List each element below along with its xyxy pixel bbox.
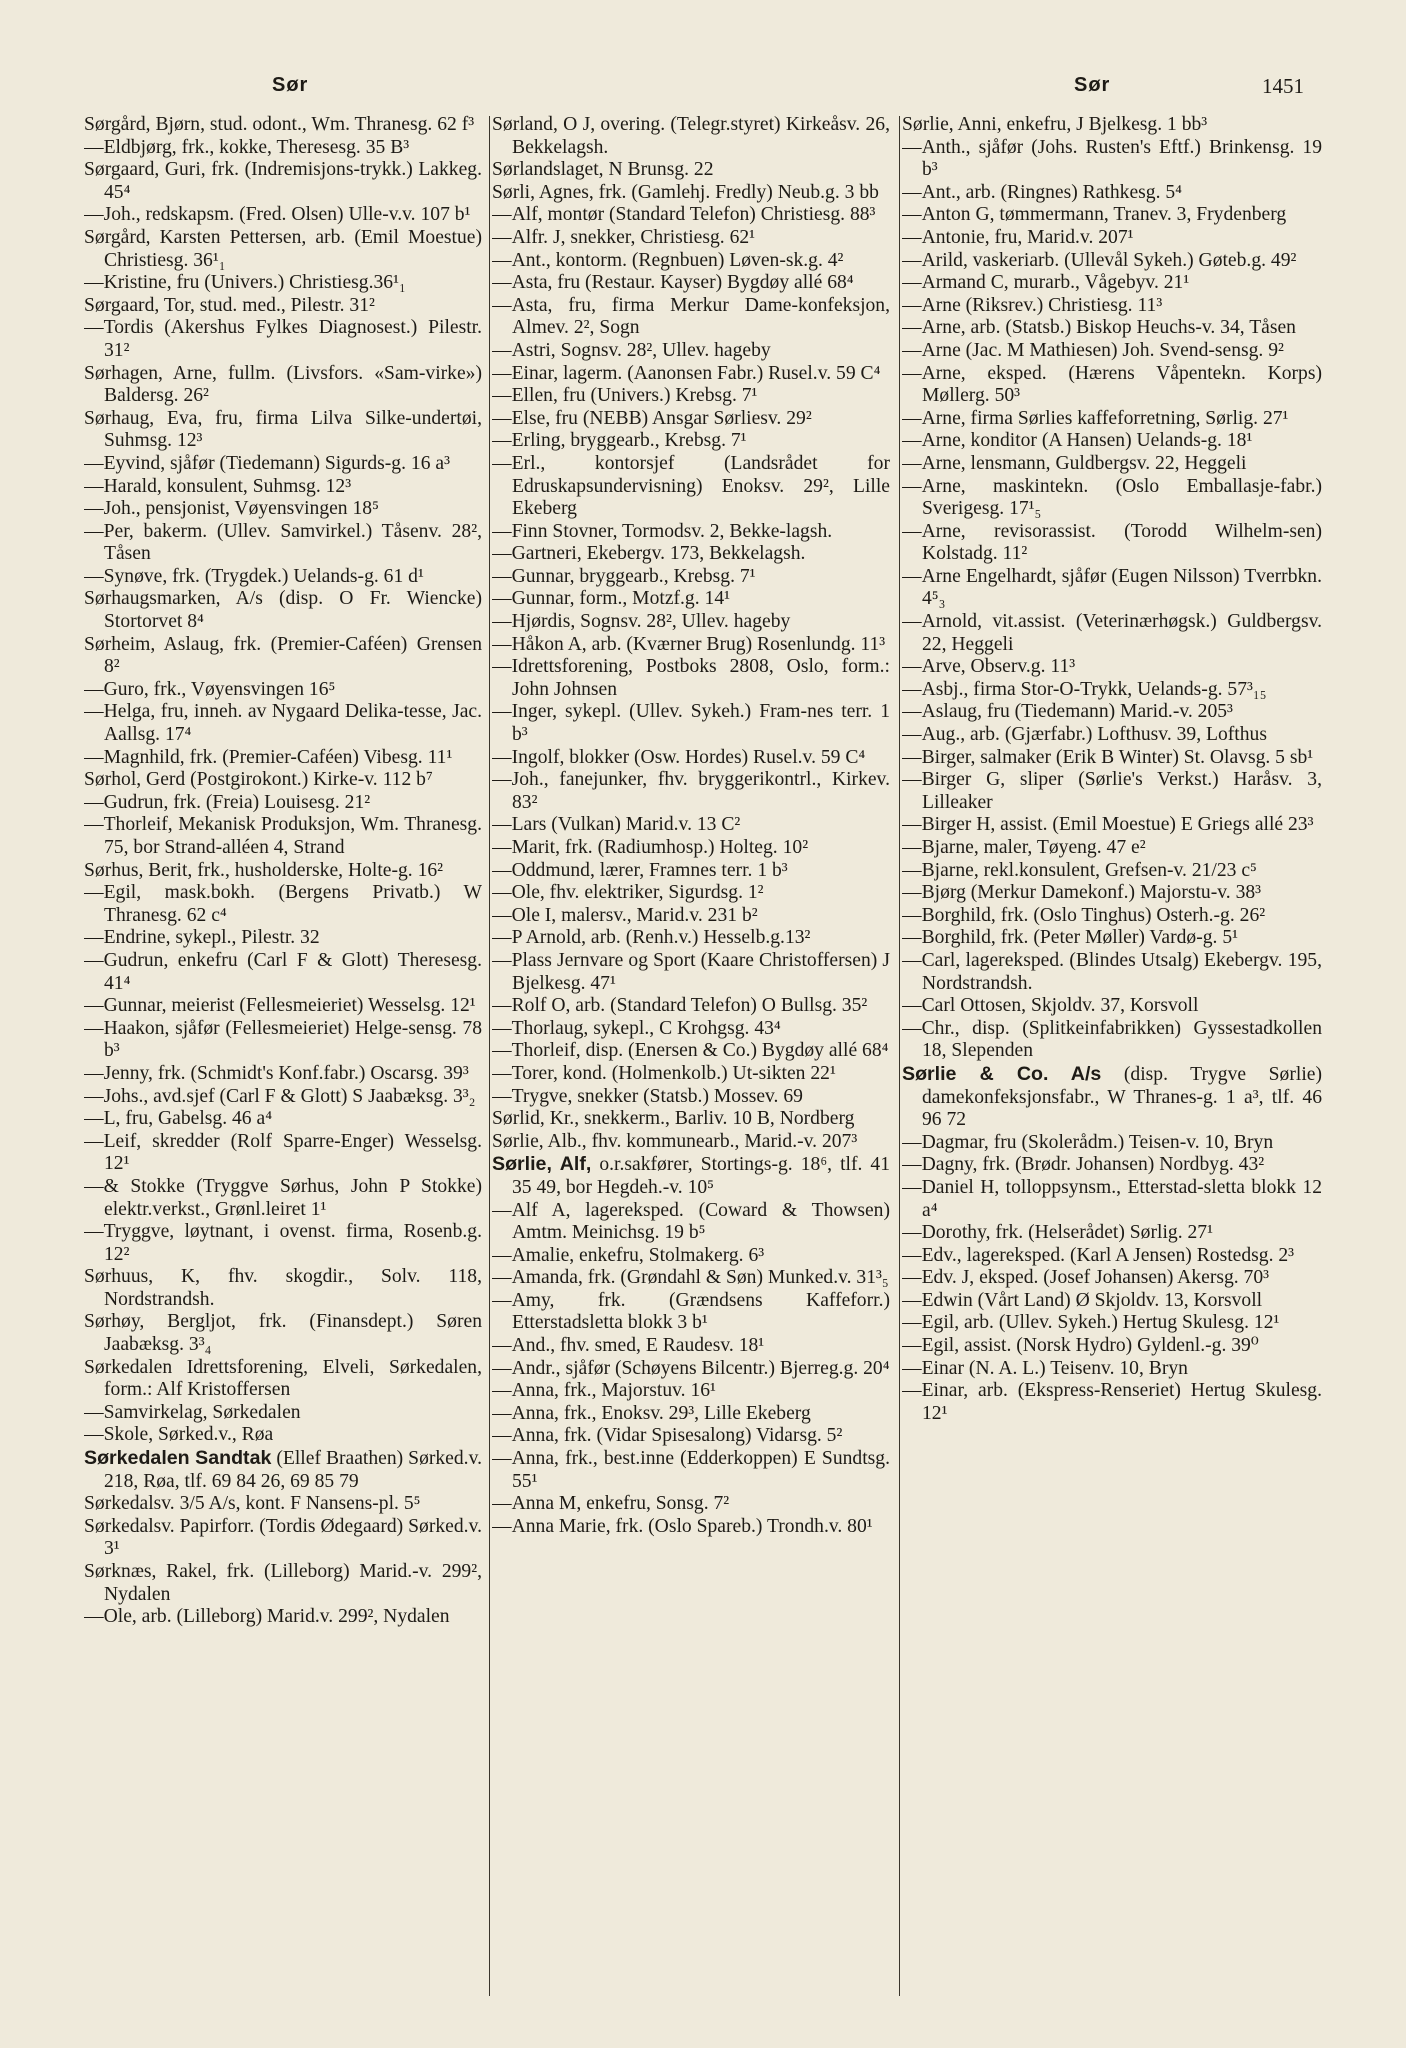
directory-entry (902, 1154, 1322, 1177)
directory-entry (902, 1018, 1322, 1063)
entry-text: —Skole, Sørked.v., Røa (84, 1424, 274, 1446)
directory-entry (492, 1380, 890, 1403)
directory-entry (84, 1357, 482, 1402)
directory-entry (492, 927, 890, 950)
directory-entry (492, 385, 890, 408)
column-rule (489, 116, 490, 1996)
entry-text: —Borghild, frk. (Peter Møller) Vardø-g. 5¹ (902, 927, 1239, 949)
entry-text: —Egil, arb. (Ullev. Sykeh.) Hertug Skulesg. 12¹ (902, 1312, 1280, 1334)
directory-entry (902, 769, 1322, 814)
entry-text: —Aslaug, fru (Tiedemann) Marid.-v. 205³ (902, 701, 1233, 723)
directory-entry (902, 204, 1322, 227)
directory-entry (902, 1267, 1322, 1290)
directory-entry (492, 1403, 890, 1426)
directory-entry (492, 1267, 890, 1290)
entry-text: —Joh., pensjonist, Vøyensvingen 18⁵ (84, 498, 379, 520)
directory-entry (902, 1245, 1322, 1268)
entry-text: Sørhøy, Bergljot, frk. (Finansdept.) Søren Jaabæksg. 3³₄ (84, 1311, 482, 1356)
entry-bold-name: Sørlie, Alf, (492, 1153, 592, 1176)
directory-entry (84, 1516, 482, 1561)
entry-text: Sørlie, Alb., fhv. kommunearb., Marid.-v. 207³ (492, 1130, 858, 1152)
entry-text: —Aug., arb. (Gjærfabr.) Lofthusv. 39, Lofthus (902, 724, 1267, 746)
directory-entry (492, 295, 890, 340)
directory-entry (492, 430, 890, 453)
directory-entry (902, 611, 1322, 656)
directory-entry (492, 408, 890, 431)
directory-entry (492, 1493, 890, 1516)
entry-text: o.r.sakfører, Stortings-g. 18⁶, tlf. 41 35 49, bor Hegdeh.-v. 10⁵ (512, 1154, 890, 1198)
entry-text: —Tordis (Akershus Fylkes Diagnosest.) Pilestr. 31² (84, 317, 482, 361)
entry-text: —Ellen, fru (Univers.) Krebsg. 7¹ (492, 385, 758, 407)
entry-text: —Lars (Vulkan) Marid.v. 13 C² (492, 814, 741, 836)
directory-entry (492, 204, 890, 227)
entry-text: Sørhagen, Arne, fullm. (Livsfors. «Sam-virke») Baldersg. 26² (84, 362, 482, 407)
directory-entry (492, 1018, 890, 1041)
entry-text: Sørlandslaget, N Brunsg. 22 (492, 159, 714, 181)
entry-text: Sørlid, Kr., snekkerm., Barliv. 10 B, Nordberg (492, 1108, 855, 1130)
entry-text: —Arild, vaskeriarb. (Ullevål Sykeh.) Gøteb.g. 49² (902, 249, 1297, 271)
directory-entry (84, 995, 482, 1018)
entry-text: —Kristine, fru (Univers.) Christiesg.36¹₁ (84, 272, 406, 294)
entry-text: —Andr., sjåfør (Schøyens Bilcentr.) Bjerreg.g. 20⁴ (492, 1357, 890, 1379)
directory-entry (492, 227, 890, 250)
entry-text: —Trygve, snekker (Statsb.) Mossev. 69 (492, 1085, 803, 1107)
entry-text: —Einar, arb. (Ekspress-Renseriet) Hertug Skulesg. 12¹ (902, 1380, 1322, 1424)
directory-entry (902, 137, 1322, 182)
entry-text: —Amanda, frk. (Grøndahl & Søn) Munked.v. 31³₅ (492, 1267, 889, 1289)
directory-entry (84, 159, 482, 204)
directory-entry (492, 566, 890, 589)
entry-text: —Gunnar, meierist (Fellesmeieriet) Wesselsg. 12¹ (84, 995, 476, 1017)
entry-text: —Anna M, enkefru, Sonsg. 7² (492, 1493, 730, 1515)
entry-text: —Samvirkelag, Sørkedalen (84, 1401, 301, 1423)
directory-entry (902, 1222, 1322, 1245)
entry-text: —Bjarne, rekl.konsulent, Grefsen-v. 21/23 c⁵ (902, 859, 1257, 881)
directory-entry (492, 814, 890, 837)
entry-text: —Einar (N. A. L.) Teisenv. 10, Bryn (902, 1357, 1188, 1379)
page-header (0, 74, 1406, 104)
entry-text: —Per, bakerm. (Ullev. Samvirkel.) Tåsenv. 28², Tåsen (84, 520, 482, 565)
directory-entry (492, 1245, 890, 1268)
entry-text: Sørkedalsv. Papirforr. (Tordis Ødegaard) Sørked.v. 3¹ (84, 1515, 482, 1560)
entry-text: —Ole, arb. (Lilleborg) Marid.v. 299², Nydalen (84, 1606, 450, 1628)
directory-entry (84, 747, 482, 770)
directory-entry (492, 747, 890, 770)
entry-text: Sørhaug, Eva, fru, firma Lilva Silke-undertøi, Suhmsg. 12³ (84, 407, 482, 452)
entry-text: —Hjørdis, Sognsv. 28², Ullev. hageby (492, 611, 791, 633)
entry-text: Sørli, Agnes, frk. (Gamlehj. Fredly) Neub.g. 3 bb (492, 181, 879, 203)
directory-entry (84, 814, 482, 859)
entry-text: Sørhus, Berit, frk., husholderske, Holte-g. 16² (84, 859, 444, 881)
entry-text: —Amy, frk. (Grændsens Kaffeforr.) Etterstadsletta blokk 3 b¹ (492, 1289, 890, 1334)
entry-text: —Torer, kond. (Holmenkolb.) Ut-sikten 22¹ (492, 1062, 836, 1084)
entry-text: —Carl Ottosen, Skjoldv. 37, Korsvoll (902, 995, 1199, 1017)
directory-entry (902, 272, 1322, 295)
directory-entry (84, 1424, 482, 1447)
directory-entry (492, 159, 890, 182)
directory-entry (492, 701, 890, 746)
entry-text: —Plass Jernvare og Sport (Kaare Christoffersen) J Bjelkesg. 47¹ (492, 949, 890, 994)
directory-entry (902, 656, 1322, 679)
entry-text: —Edwin (Vårt Land) Ø Skjoldv. 13, Korsvoll (902, 1289, 1263, 1311)
entry-text: —Arne, firma Sørlies kaffeforretning, Sørlig. 27¹ (902, 407, 1289, 429)
directory-entry (492, 1448, 890, 1493)
directory-entry (84, 1606, 482, 1629)
entry-text: —Thorlaug, sykepl., C Krohgsg. 43⁴ (492, 1017, 781, 1039)
directory-entry (902, 408, 1322, 431)
directory-entry (492, 1108, 890, 1131)
directory-entry (902, 1177, 1322, 1222)
entry-text: —Gunnar, bryggearb., Krebsg. 7¹ (492, 565, 756, 587)
entry-text: —Chr., disp. (Splitkeinfabrikken) Gyssestadkollen 18, Slependen (902, 1017, 1322, 1062)
entry-text: —Asbj., firma Stor-O-Trykk, Uelands-g. 57³₁₅ (902, 678, 1267, 700)
entry-text: —P Arnold, arb. (Renh.v.) Hesselb.g.13² (492, 927, 811, 949)
directory-entry (492, 543, 890, 566)
directory-entry (84, 498, 482, 521)
directory-entry (902, 295, 1322, 318)
entry-text: —Idrettsforening, Postboks 2808, Oslo, form.: John Johnsen (492, 656, 890, 700)
directory-entry (84, 927, 482, 950)
directory-column-1 (84, 114, 482, 2034)
directory-entry (492, 1358, 890, 1381)
directory-entry (902, 679, 1322, 702)
directory-entry (84, 137, 482, 160)
entry-text: Sørgård, Bjørn, stud. odont., Wm. Thranesg. 62 f³ (84, 114, 475, 135)
entry-text: —Rolf O, arb. (Standard Telefon) O Bullsg. 35² (492, 995, 868, 1017)
entry-text: —Asta, fru (Restaur. Kayser) Bygdøy allé 68⁴ (492, 272, 854, 294)
entry-text: —Ant., arb. (Ringnes) Rathkesg. 5⁴ (902, 181, 1183, 203)
directory-entry (84, 114, 482, 137)
directory-entry (84, 679, 482, 702)
entry-text: —Eldbjørg, frk., kokke, Theresesg. 35 B³ (84, 136, 410, 158)
entry-text: Sørkedalsv. 3/5 A/s, kont. F Nansens-pl. 5⁵ (84, 1493, 421, 1515)
entry-text: —Thorleif, Mekanisk Produksjon, Wm. Thranesg. 75, bor Strand-alléen 4, Strand (84, 814, 482, 858)
entry-text: (disp. Trygve Sørlie) damekonfeksjonsfabr., W Thranes-g. 1 a³, tlf. 46 96 72 (922, 1063, 1322, 1131)
entry-text: —Haakon, sjåfør (Fellesmeieriet) Helge-sensg. 78 b³ (84, 1017, 482, 1062)
directory-entry (902, 814, 1322, 837)
entry-text: Sørgaard, Guri, frk. (Indremisjons-trykk.) Lakkeg. 45⁴ (84, 159, 482, 203)
directory-entry (84, 792, 482, 815)
entry-text: —Einar, lagerm. (Aanonsen Fabr.) Rusel.v. 59 C⁴ (492, 362, 881, 384)
entry-text: —Anton G, tømmermann, Tranev. 3, Frydenberg (902, 204, 1287, 226)
directory-entry (902, 182, 1322, 205)
entry-text: —Edv., lagereksped. (Karl A Jensen) Rostedsg. 2³ (902, 1244, 1295, 1266)
directory-entry (84, 634, 482, 679)
directory-entry (492, 521, 890, 544)
entry-text: —Bjørg (Merkur Damekonf.) Majorstu-v. 38³ (902, 882, 1262, 904)
entry-text: —Egil, mask.bokh. (Bergens Privatb.) W Thranesg. 62 c⁴ (84, 882, 482, 926)
directory-entry (84, 701, 482, 746)
entry-text: —Anna, frk., best.inne (Edderkoppen) E Sundtsg. 55¹ (492, 1448, 890, 1492)
directory-entry (492, 837, 890, 860)
directory-entry (84, 1131, 482, 1176)
entry-text: —Bjarne, maler, Tøyeng. 47 e² (902, 837, 1146, 858)
directory-column-2 (492, 114, 890, 2034)
entry-text: Sørlie, Anni, enkefru, J Bjelkesg. 1 bb³ (902, 114, 1208, 135)
entry-text: —Gudrun, enkefru (Carl F & Glott) Theresesg. 41⁴ (84, 949, 482, 994)
entry-text: (Ellef Braathen) Sørked.v. 218, Røa, tlf. 69 84 26, 69 85 79 (104, 1448, 482, 1492)
entry-text: —Egil, assist. (Norsk Hydro) Gyldenl.-g. 39⁰ (902, 1335, 1259, 1357)
entry-text: —Synøve, frk. (Trygdek.) Uelands-g. 61 d¹ (84, 565, 424, 587)
directory-entry (84, 860, 482, 883)
entry-text: —Joh., fanejunker, fhv. bryggerikontrl., Kirkev. 83² (492, 769, 890, 813)
directory-entry (492, 1290, 890, 1335)
entry-text: —Anna, frk. (Vidar Spisesalong) Vidarsg. 5² (492, 1425, 843, 1447)
entry-text: —Arne, lensmann, Guldbergsv. 22, Heggeli (902, 452, 1247, 474)
directory-entry (84, 363, 482, 408)
entry-text: —Arnold, vit.assist. (Veterinærhøgsk.) Guldbergsv. 22, Heggeli (902, 611, 1322, 655)
directory-entry (84, 453, 482, 476)
entry-text: —Anth., sjåfør (Johs. Rusten's Eftf.) Brinkensg. 19 b³ (902, 136, 1322, 181)
directory-entry (84, 272, 482, 295)
directory-entry (492, 995, 890, 1018)
directory-entry (84, 227, 482, 272)
entry-text: —Arne (Riksrev.) Christiesg. 11³ (902, 294, 1163, 316)
entry-text: —Arne, konditor (A Hansen) Uelands-g. 18¹ (902, 430, 1253, 452)
directory-entry (492, 860, 890, 883)
directory-entry (902, 566, 1322, 611)
directory-entry (902, 114, 1322, 137)
entry-text: —Johs., avd.sjef (Carl F & Glott) S Jaabæksg. 3³₂ (84, 1085, 476, 1107)
entry-text: —Carl, lagereksped. (Blindes Utsalg) Ekebergv. 195, Nordstrandsh. (902, 949, 1322, 994)
directory-entry (902, 1312, 1322, 1335)
entry-text: —Gartneri, Ekebergv. 173, Bekkelagsh. (492, 543, 806, 565)
directory-entry (902, 837, 1322, 860)
directory-entry (492, 1425, 890, 1448)
directory-entry (902, 882, 1322, 905)
directory-entry (492, 1131, 890, 1154)
directory-entry (84, 769, 482, 792)
directory-entry (492, 1153, 890, 1199)
directory-entry (84, 882, 482, 927)
entry-text: —Anna Marie, frk. (Oslo Spareb.) Trondh.v. 80¹ (492, 1515, 873, 1537)
directory-entry (84, 1221, 482, 1266)
entry-text: —& Stokke (Tryggve Sørhus, John P Stokke) elektr.verkst., Grønl.leiret 1¹ (84, 1175, 482, 1220)
directory-entry (84, 1108, 482, 1131)
directory-entry (902, 747, 1322, 770)
directory-entry (902, 724, 1322, 747)
entry-text: —Birger H, assist. (Emil Moestue) E Griegs allé 23³ (902, 814, 1314, 836)
directory-entry (492, 1516, 890, 1539)
directory-entry (84, 588, 482, 633)
entry-text: —Arne, maskintekn. (Oslo Emballasje-fabr.) Sverigesg. 17¹₅ (902, 475, 1322, 520)
directory-entry (492, 250, 890, 273)
entry-text: —Arve, Observ.g. 11³ (902, 656, 1076, 678)
directory-entry (84, 295, 482, 318)
entry-text: —Ingolf, blokker (Osw. Hordes) Rusel.v. 59 C⁴ (492, 746, 866, 768)
entry-text: —Daniel H, tolloppsynsm., Etterstad-sletta blokk 12 a⁴ (902, 1176, 1322, 1221)
entry-text: —Gudrun, frk. (Freia) Louisesg. 21² (84, 791, 371, 813)
directory-entry (492, 656, 890, 701)
directory-entry (492, 363, 890, 386)
directory-entry (84, 1266, 482, 1311)
entry-text: —Alf, montør (Standard Telefon) Christiesg. 88³ (492, 204, 876, 226)
directory-entry (902, 317, 1322, 340)
directory-entry (902, 1132, 1322, 1155)
entry-text: —Antonie, fru, Marid.v. 207¹ (902, 226, 1134, 248)
directory-entry (492, 769, 890, 814)
entry-text: —Edv. J, eksped. (Josef Johansen) Akersg. 70³ (902, 1267, 1270, 1289)
entry-text: —Else, fru (NEBB) Ansgar Sørliesv. 29² (492, 407, 812, 429)
directory-entry (84, 476, 482, 499)
entry-text: —Helga, fru, inneh. av Nygaard Delika-tesse, Jac. Aallsg. 17⁴ (84, 701, 482, 746)
directory-entry (492, 1063, 890, 1086)
entry-text: —Astri, Sognsv. 28², Ullev. hageby (492, 339, 771, 361)
entry-text: —Arne, arb. (Statsb.) Biskop Heuchs-v. 34, Tåsen (902, 317, 1296, 339)
directory-entry (492, 950, 890, 995)
directory-entry (902, 476, 1322, 521)
entry-text: —Thorleif, disp. (Enersen & Co.) Bygdøy allé 68⁴ (492, 1040, 889, 1062)
directory-entry (492, 1040, 890, 1063)
directory-entry (492, 453, 890, 521)
directory-entry (492, 905, 890, 928)
entry-text: —Oddmund, lærer, Framnes terr. 1 b³ (492, 859, 788, 881)
entry-bold-name: Sørlie & Co. A/s (902, 1062, 1102, 1085)
entry-text: —Arne Engelhardt, sjåfør (Eugen Nilsson) Tverrbkn. 4⁵₃ (902, 565, 1322, 610)
directory-entry (492, 882, 890, 905)
directory-entry (492, 182, 890, 205)
entry-text: —Endrine, sykepl., Pilestr. 32 (84, 927, 320, 949)
entry-text: —And., fhv. smed, E Raudesv. 18¹ (492, 1335, 765, 1357)
entry-text: Sørgård, Karsten Pettersen, arb. (Emil Moestue) Christiesg. 36¹₁ (84, 226, 482, 271)
entry-text: Sørhaugsmarken, A/s (disp. O Fr. Wiencke) Stortorvet 8⁴ (84, 588, 482, 633)
directory-entry (902, 995, 1322, 1018)
entry-text: —Ole I, malersv., Marid.v. 231 b² (492, 904, 758, 926)
page-number: 1451 (1262, 74, 1304, 98)
entry-text: —Arne, revisorassist. (Torodd Wilhelm-sen) Kolstadg. 11² (902, 520, 1322, 565)
entry-text: —Jenny, frk. (Schmidt's Konf.fabr.) Oscarsg. 39³ (84, 1062, 469, 1084)
directory-entry (492, 1200, 890, 1245)
directory-entry (84, 317, 482, 362)
directory-entry (492, 1335, 890, 1358)
entry-text: —Arne (Jac. M Mathiesen) Joh. Svend-sensg. 9² (902, 339, 1284, 361)
entry-text: —Anna, frk., Enoksv. 29³, Lille Ekeberg (492, 1402, 811, 1424)
entry-text: —Birger, salmaker (Erik B Winter) St. Olavsg. 5 sb¹ (902, 746, 1314, 768)
directory-entry (902, 1380, 1322, 1425)
entry-text: —Guro, frk., Vøyensvingen 16⁵ (84, 678, 336, 700)
directory-entry (492, 1086, 890, 1109)
directory-entry (84, 204, 482, 227)
directory-entry (902, 950, 1322, 995)
column-rule (899, 116, 900, 1996)
running-head-right: Sør (1074, 74, 1111, 96)
directory-entry (902, 340, 1322, 363)
entry-bold-name: Sørkedalen Sandtak (84, 1447, 272, 1470)
entry-text: —Birger G, sliper (Sørlie's Verkst.) Haråsv. 3, Lilleaker (902, 769, 1322, 813)
directory-entry (84, 566, 482, 589)
entry-text: —Marit, frk. (Radiumhosp.) Holteg. 10² (492, 837, 809, 858)
running-head-left: Sør (272, 74, 309, 96)
entry-text: —Harald, konsulent, Suhmsg. 12³ (84, 475, 352, 497)
entry-text: —Dorothy, frk. (Helserådet) Sørlig. 27¹ (902, 1222, 1213, 1244)
entry-text: —Alf A, lagereksped. (Coward & Thowsen) Amtm. Meinichsg. 19 b⁵ (492, 1199, 890, 1244)
entry-text: —Leif, skredder (Rolf Sparre-Enger) Wesselsg. 12¹ (84, 1130, 482, 1175)
directory-entry (84, 1493, 482, 1516)
entry-text: —Erling, bryggearb., Krebsg. 7¹ (492, 430, 747, 452)
entry-text: —Borghild, frk. (Oslo Tinghus) Osterh.-g. 26² (902, 904, 1266, 926)
directory-entry (902, 1358, 1322, 1381)
entry-text: Sørhuus, K, fhv. skogdir., Solv. 118, Nordstrandsh. (84, 1266, 482, 1310)
entry-text: —Dagny, frk. (Brødr. Johansen) Nordbyg. 43² (902, 1154, 1265, 1176)
entry-text: —Arne, eksped. (Hærens Våpentekn. Korps) Møllerg. 50³ (902, 362, 1322, 407)
directory-entry (84, 1063, 482, 1086)
entry-text: Sørhol, Gerd (Postgirokont.) Kirke-v. 112 b⁷ (84, 769, 433, 791)
entry-text: —Håkon A, arb. (Kværner Brug) Rosenlundg. 11³ (492, 633, 886, 655)
entry-text: —Ant., kontorm. (Regnbuen) Løven-sk.g. 4² (492, 249, 844, 271)
entry-text: —Joh., redskapsm. (Fred. Olsen) Ulle-v.v. 107 b¹ (84, 204, 471, 226)
entry-text: —Inger, sykepl. (Ullev. Sykeh.) Fram-nes terr. 1 b³ (492, 701, 890, 746)
directory-entry (902, 1063, 1322, 1132)
directory-entry (492, 634, 890, 657)
directory-entry (84, 1561, 482, 1606)
directory-entry (492, 340, 890, 363)
directory-entry (84, 1447, 482, 1493)
entry-text: —Ole, fhv. elektriker, Sigurdsg. 1² (492, 882, 764, 904)
directory-entry (902, 1335, 1322, 1358)
entry-text: —Asta, fru, firma Merkur Dame-konfeksjon, Almev. 2², Sogn (492, 294, 890, 339)
entry-text: —Gunnar, form., Motzf.g. 14¹ (492, 588, 730, 610)
entry-text: —Erl., kontorsjef (Landsrådet for Edruskapsundervisning) Enoksv. 29², Lille Ekeberg (492, 452, 890, 520)
entry-text: —Magnhild, frk. (Premier-Caféen) Vibesg. 11¹ (84, 746, 453, 768)
directory-entry (84, 1018, 482, 1063)
entry-text: Sørheim, Aslaug, frk. (Premier-Caféen) Grensen 8² (84, 633, 482, 678)
directory-entry (492, 114, 890, 159)
directory-entry (902, 521, 1322, 566)
entry-text: Sørland, O J, overing. (Telegr.styret) Kirkeåsv. 26, Bekkelagsh. (492, 114, 890, 158)
directory-entry (492, 611, 890, 634)
directory-entry (902, 860, 1322, 883)
entry-text: —Eyvind, sjåfør (Tiedemann) Sigurds-g. 16 a³ (84, 452, 450, 474)
entry-text: —Dagmar, fru (Skolerådm.) Teisen-v. 10, Bryn (902, 1131, 1274, 1153)
entry-text: —Anna, frk., Majorstuv. 16¹ (492, 1380, 716, 1402)
entry-text: —Amalie, enkefru, Stolmakerg. 6³ (492, 1244, 765, 1266)
entry-text: Sørkedalen Idrettsforening, Elveli, Sørkedalen, form.: Alf Kristoffersen (84, 1356, 482, 1401)
directory-entry (84, 408, 482, 453)
directory-entry (84, 521, 482, 566)
directory-entry (902, 1290, 1322, 1313)
entry-text: Sørgaard, Tor, stud. med., Pilestr. 31² (84, 294, 375, 316)
directory-entry (902, 250, 1322, 273)
directory-entry (84, 950, 482, 995)
directory-entry (84, 1402, 482, 1425)
directory-entry (902, 927, 1322, 950)
entry-text: Sørknæs, Rakel, frk. (Lilleborg) Marid.-v. 299², Nydalen (84, 1561, 482, 1605)
directory-column-3 (902, 114, 1322, 2034)
directory-entry (902, 453, 1322, 476)
directory-entry (902, 363, 1322, 408)
directory-entry (84, 1311, 482, 1356)
directory-entry (84, 1176, 482, 1221)
directory-entry (902, 905, 1322, 928)
entry-text: —Tryggve, løytnant, i ovenst. firma, Rosenb.g. 12² (84, 1221, 482, 1265)
entry-text: —L, fru, Gabelsg. 46 a⁴ (84, 1108, 273, 1130)
directory-entry (492, 588, 890, 611)
entry-text: —Armand C, murarb., Vågebyv. 21¹ (902, 272, 1190, 294)
entry-text: —Finn Stovner, Tormodsv. 2, Bekke-lagsh. (492, 520, 833, 542)
directory-entry (492, 272, 890, 295)
directory-entry (902, 430, 1322, 453)
entry-text: —Alfr. J, snekker, Christiesg. 62¹ (492, 226, 756, 248)
directory-entry (902, 227, 1322, 250)
directory-entry (84, 1086, 482, 1109)
directory-entry (902, 701, 1322, 724)
